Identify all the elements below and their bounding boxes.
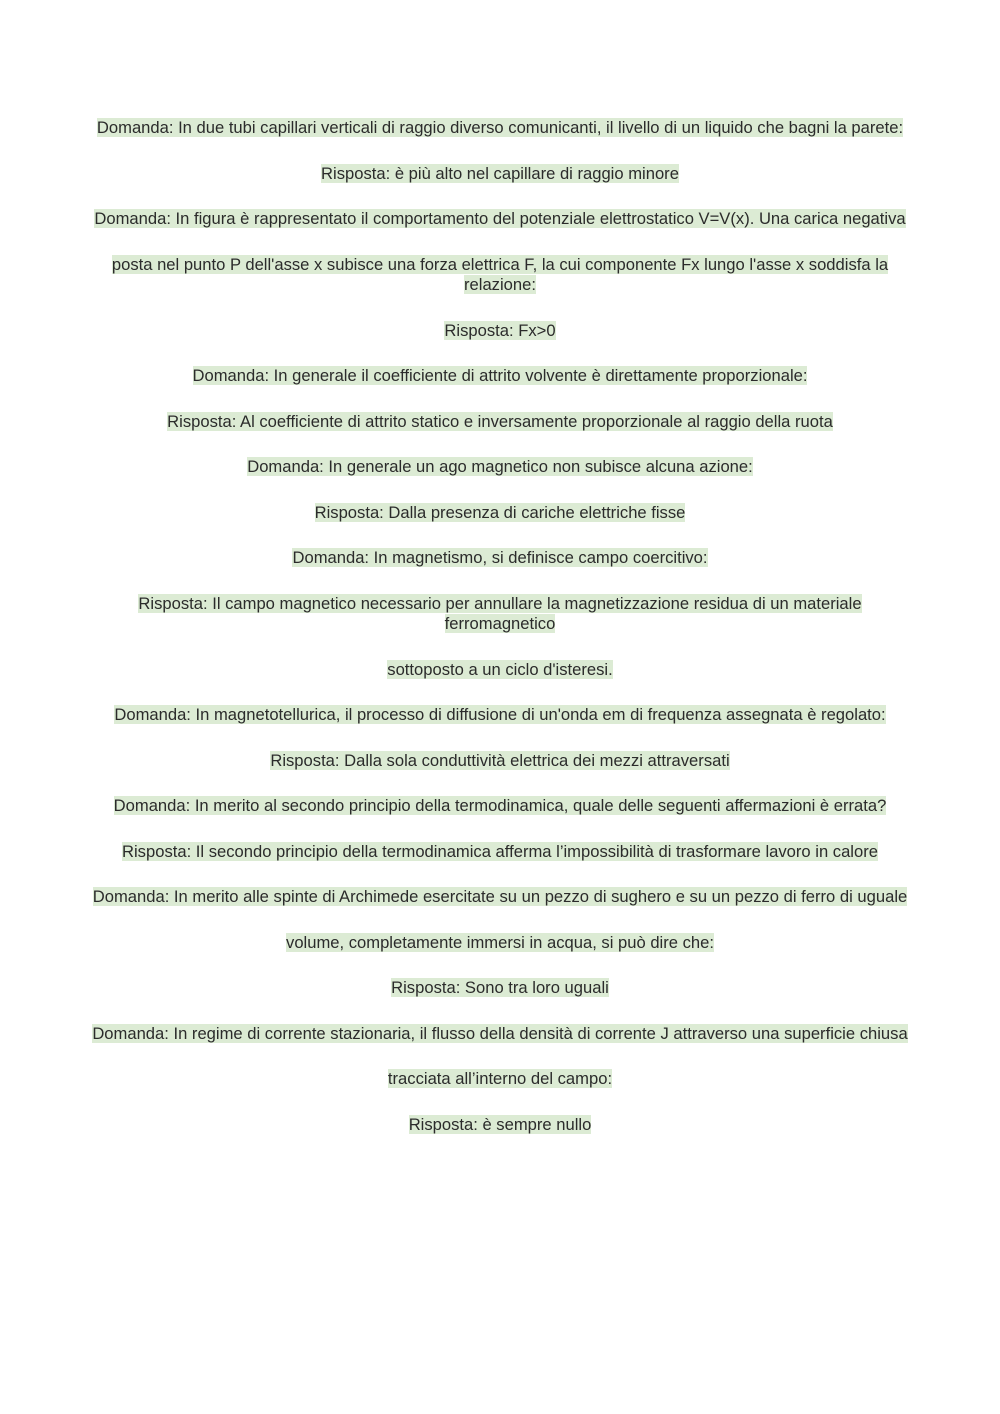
question-paragraph (90, 118, 910, 139)
question-paragraph (90, 705, 910, 726)
question-continuation-text: volume, completamente immersi in acqua, si può dire che: (286, 932, 714, 952)
answer-paragraph (90, 412, 910, 433)
question-text: Domanda: In generale il coefficiente di attrito volvente è direttamente proporzionale: (192, 366, 808, 385)
question-text: Domanda: In magnetismo, si definisce campo coercitivo: (292, 548, 708, 567)
question-text: Domanda: In regime di corrente stazionaria, il flusso della densità di corrente J attraverso una superficie chiusa (92, 1023, 908, 1043)
answer-paragraph (90, 594, 910, 635)
answer-paragraph (90, 978, 910, 999)
question-text: Domanda: In merito alle spinte di Archimede esercitate su un pezzo di sughero e su un pezzo di ferro di uguale (92, 887, 908, 906)
question-paragraph (90, 209, 910, 230)
answer-paragraph (90, 164, 910, 185)
question-continuation-paragraph (90, 255, 910, 296)
answer-text: Risposta: è più alto nel capillare di raggio minore (321, 163, 679, 183)
question-paragraph (90, 457, 910, 478)
question-continuation-paragraph (90, 933, 910, 954)
answer-continuation-paragraph (90, 660, 910, 681)
question-paragraph (90, 887, 910, 908)
question-paragraph (90, 548, 910, 569)
answer-text: Risposta: Sono tra loro uguali (391, 978, 609, 997)
answer-text: Risposta: Dalla presenza di cariche elettriche fisse (314, 502, 686, 522)
answer-paragraph (90, 751, 910, 772)
question-text: Domanda: In due tubi capillari verticali di raggio diverso comunicanti, il livello di un liquido che bagni la parete: (96, 118, 904, 137)
question-text: Domanda: In figura è rappresentato il comportamento del potenziale elettrostatico V=V(x). Una carica negativa (94, 209, 906, 228)
answer-paragraph (90, 1115, 910, 1136)
answer-paragraph (90, 321, 910, 342)
question-paragraph (90, 796, 910, 817)
question-text: Domanda: In magnetotellurica, il processo di diffusione di un'onda em di frequenza assegnata è regolato: (114, 705, 886, 724)
answer-text: Risposta: Al coefficiente di attrito statico e inversamente proporzionale al raggio della ruota (167, 411, 833, 431)
question-paragraph (90, 1024, 910, 1045)
answer-paragraph (90, 503, 910, 524)
question-continuation-text: tracciata all’interno del campo: (387, 1069, 613, 1088)
question-paragraph (90, 366, 910, 387)
document-page (90, 118, 910, 1160)
answer-text: Risposta: Il campo magnetico necessario per annullare la magnetizzazione residua di un materiale ferromagnetico (138, 593, 862, 633)
question-continuation-paragraph (90, 1069, 910, 1090)
question-text: Domanda: In merito al secondo principio della termodinamica, quale delle seguenti affermazioni è errata? (113, 796, 887, 815)
question-text: Domanda: In generale un ago magnetico non subisce alcuna azione: (247, 457, 753, 476)
answer-paragraph (90, 842, 910, 863)
answer-text: Risposta: Il secondo principio della termodinamica afferma l’impossibilità di trasformare lavoro in calore (122, 841, 878, 861)
question-continuation-text: posta nel punto P dell'asse x subisce una forza elettrica F, la cui componente Fx lungo l'asse x soddisfa la relazione: (111, 254, 889, 294)
answer-text: Risposta: Dalla sola conduttività elettrica dei mezzi attraversati (270, 750, 730, 770)
answer-text: Risposta: è sempre nullo (408, 1114, 592, 1134)
answer-text: Risposta: Fx>0 (444, 320, 556, 340)
answer-continuation-text: sottoposto a un ciclo d'isteresi. (387, 659, 613, 679)
